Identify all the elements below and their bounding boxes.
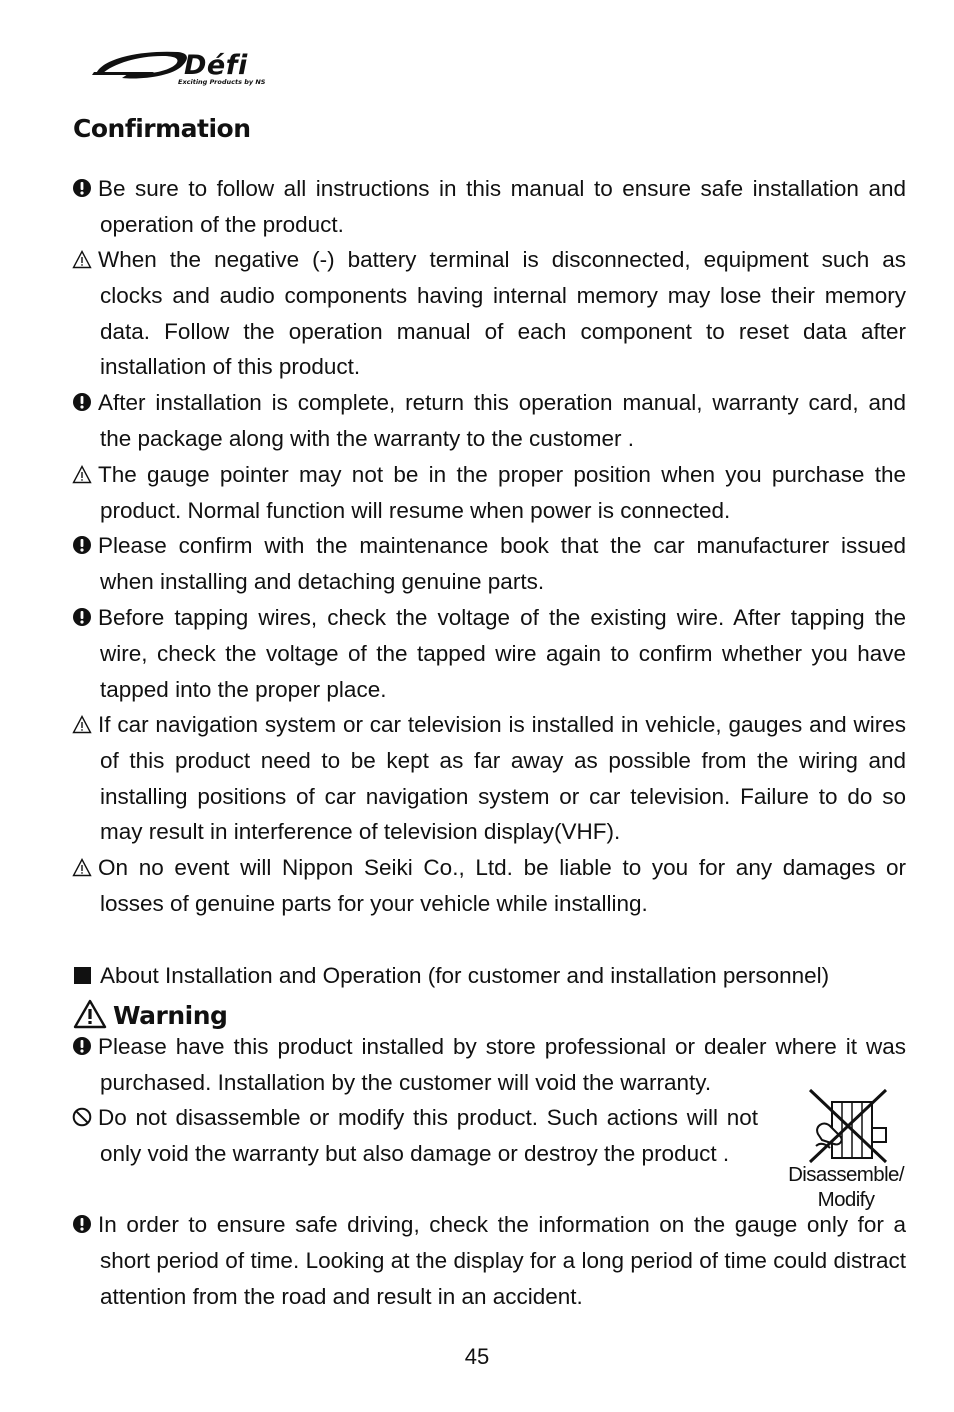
list-item	[72, 600, 906, 707]
list-item	[72, 1100, 758, 1172]
square-bullet-icon	[74, 967, 91, 984]
exclamation-icon	[72, 178, 98, 198]
list-item	[72, 171, 906, 243]
disassemble-label-line2: Modify	[817, 1188, 875, 1211]
exclamation-icon	[72, 1036, 98, 1056]
exclamation-icon	[72, 607, 98, 627]
warning-title: Warning	[113, 1001, 228, 1030]
list-item	[72, 385, 906, 457]
page-title: Confirmation	[73, 114, 251, 143]
item-text: Please have this product installed by store professional or dealer where it was purchased. Installation by the customer will void the warranty.	[98, 1034, 906, 1095]
warning-triangle-icon	[73, 999, 107, 1029]
item-text: Do not disassemble or modify this product. Such actions will not only void the warranty but also damage or destroy the product .	[98, 1105, 758, 1166]
caution-triangle-icon	[72, 250, 98, 269]
list-item	[72, 707, 906, 850]
list-item	[72, 850, 906, 922]
exclamation-icon	[72, 392, 98, 412]
item-text: After installation is complete, return this operation manual, warranty card, and the package along with the warranty to the customer .	[98, 390, 906, 451]
section-title: About Installation and Operation (for customer and installation personnel)	[100, 963, 830, 988]
exclamation-icon	[72, 535, 98, 555]
list-item	[72, 1207, 906, 1314]
item-text: In order to ensure safe driving, check the information on the gauge only for a short period of time. Looking at the display for a long period of time could distract attention from the road and result in an accident.	[98, 1212, 906, 1309]
list-item	[72, 1029, 906, 1101]
item-text: When the negative (-) battery terminal is disconnected, equipment such as clocks and audio components having internal memory may lose their memory data. Follow the operation manual of each component to reset data after installation of this product.	[98, 247, 906, 380]
logo-tagline: Exciting Products by NS	[178, 78, 266, 86]
item-text: On no event will Nippon Seiki Co., Ltd. be liable to you for any damages or losses of genuine parts for your vehicle while installing.	[98, 855, 906, 916]
exclamation-icon	[72, 1214, 98, 1234]
page-number: 45	[464, 1344, 490, 1369]
list-item	[72, 528, 906, 600]
section-heading	[74, 958, 829, 994]
caution-triangle-icon	[72, 858, 98, 877]
item-text: Please confirm with the maintenance book that the car manufacturer issued when installing and detaching genuine parts.	[98, 533, 906, 594]
item-text: If car navigation system or car television is installed in vehicle, gauges and wires of this product need to be kept as far away as possible from the wiring and installing positions of car navigation system or car television. Failure to do so may result in interference of television display(VHF).	[98, 712, 906, 845]
item-text: The gauge pointer may not be in the proper position when you purchase the product. Normal function will resume when power is connected.	[98, 462, 906, 523]
caution-triangle-icon	[72, 465, 98, 484]
disassemble-label-line1: Disassemble/	[788, 1163, 904, 1186]
disassemble-prohibited-icon	[806, 1086, 892, 1166]
prohibited-icon	[72, 1107, 98, 1127]
caution-triangle-icon	[72, 715, 98, 734]
list-item	[72, 457, 906, 529]
disassemble-label	[782, 1162, 910, 1212]
item-text: Be sure to follow all instructions in this manual to ensure safe installation and operation of the product.	[98, 176, 906, 237]
item-text: Before tapping wires, check the voltage of the existing wire. After tapping the wire, check the voltage of the tapped wire again to confirm whether you have tapped into the proper place.	[98, 605, 906, 702]
list-item	[72, 242, 906, 385]
